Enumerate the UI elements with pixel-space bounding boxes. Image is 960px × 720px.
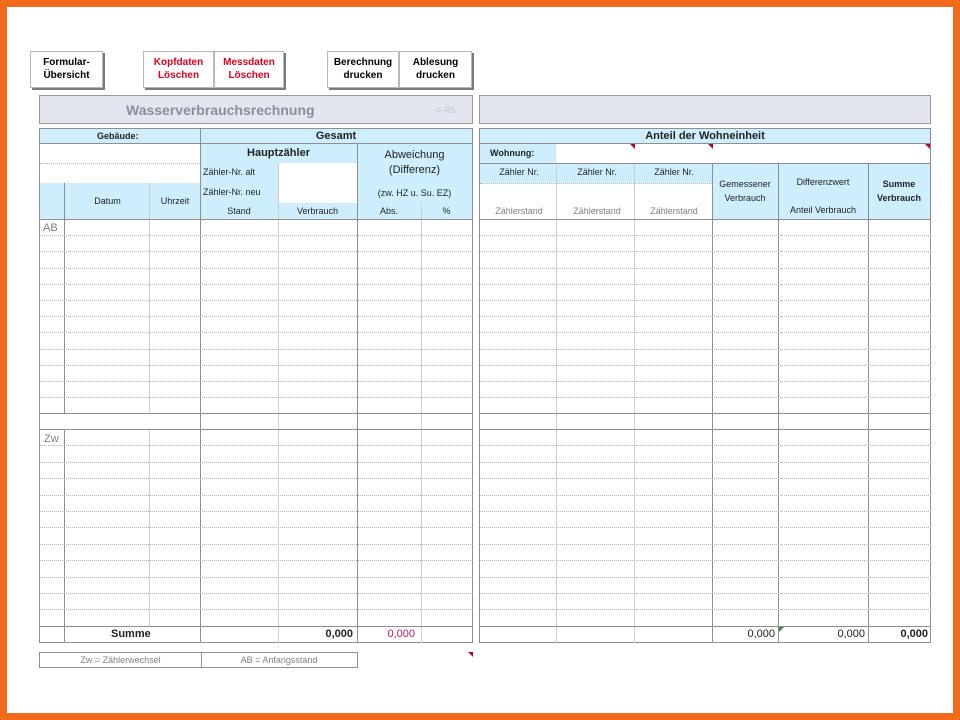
verbrauch-header [712,163,930,219]
abweichung-label: Abweichung [384,149,445,161]
row-separator [480,332,931,333]
row-separator [40,349,473,350]
row-separator [480,349,931,350]
row-separator [40,511,473,512]
zaehler-alt-input[interactable] [278,163,357,183]
row-separator [480,478,931,479]
comment-marker[interactable] [925,144,930,149]
formular-uebersicht-button[interactable] [30,51,103,88]
row-separator [480,462,931,463]
hauptzaehler-header [200,143,357,163]
button-label: drucken [343,70,383,81]
row-separator [40,544,473,545]
row-separator [40,462,473,463]
zw-hz-label: (zw. HZ u. Su. EZ) [377,188,452,198]
legend-zw: Zw = Zählerwechsel [80,655,161,665]
button-label: Ablesung [412,57,459,68]
comment-marker[interactable] [630,144,635,149]
anteil-label: Anteil der Wohneinheit [645,130,765,142]
row-separator [40,300,473,301]
zaehlerstand-label: Zählerstand [650,206,698,216]
spreadsheet [7,7,953,713]
sum-total-value: 0,000 [900,628,928,640]
row-separator [480,235,931,236]
row-separator [480,544,931,545]
comment-marker[interactable] [468,652,473,657]
note-marker[interactable] [779,627,784,632]
summe-verbrauch-header-label: Verbrauch [876,193,922,203]
gebaeude-label: Gebäude: [97,131,139,141]
zaehlerstand-label: Zählerstand [573,206,621,216]
row-separator [480,268,931,269]
row-separator [480,316,931,317]
row-separator [40,284,473,285]
row-separator [40,527,473,528]
ab-marker: AB [43,222,58,234]
button-label: Messdaten [223,57,275,68]
zaehlerstand-label: Zählerstand [495,206,543,216]
differenzwert-label: Differenzwert [796,177,850,187]
abweichung-header [357,143,472,219]
gemessener-verbrauch-label: Verbrauch [724,193,766,203]
button-label: Löschen [228,70,270,81]
row-separator [480,577,931,578]
comment-marker[interactable] [708,144,713,149]
abs-label: Abs. [379,206,398,216]
summe-abs-value: 0,000 [387,628,415,640]
kopfdaten-loeschen-button[interactable] [143,51,214,88]
row-separator [480,560,931,561]
row-separator [480,284,931,285]
button-label: Löschen [157,70,200,81]
row-separator [40,577,473,578]
uhrzeit-label: Uhrzeit [160,196,190,206]
anteil-verbrauch-label: Anteil Verbrauch [789,205,857,215]
wohnung-label: Wohnung: [490,148,535,158]
wohnung-input[interactable] [556,143,930,163]
row-separator [480,300,931,301]
row-separator [40,445,473,446]
ablesung-drucken-button[interactable] [399,51,472,88]
title-bar-left [39,95,473,124]
legend-ab: AB = Anfangsstand [240,655,318,665]
button-label: Kopfdaten [153,57,204,68]
gemessener-label: Gemessener [719,179,771,189]
zaehler-nr-label: Zähler Nr. [577,167,617,177]
row-separator [480,251,931,252]
page-title: Wasserverbrauchsrechnung [126,102,315,118]
summe-label: Summe [111,628,151,640]
row-separator [480,495,931,496]
verbrauch-label: Verbrauch [296,206,339,216]
hauptzaehler-label: Hauptzähler [247,147,310,159]
row-separator [40,268,473,269]
zaehler-nr-inputs[interactable] [480,183,712,203]
row-separator [40,381,473,382]
summe-verbrauch-header-label: Summe [882,179,916,189]
differenz-label: (Differenz) [388,164,441,176]
title-bar-right [479,95,931,124]
anteil-header [480,129,930,143]
row-separator [480,365,931,366]
sum-anteil-value: 0,000 [837,628,865,640]
row-separator [40,593,473,594]
zaehler-nr-label: Zähler Nr. [654,167,694,177]
row-separator [40,478,473,479]
button-label: Formular- [43,57,90,68]
row-separator [480,381,931,382]
datum-label: Datum [94,196,121,206]
row-separator [40,609,473,610]
row-separator [40,235,473,236]
gesamt-header [200,129,472,143]
row-separator [480,527,931,528]
gesamt-label: Gesamt [315,130,357,142]
row-separator [40,397,473,398]
row-separator [40,495,473,496]
row-separator [480,397,931,398]
gebaeude-header [40,129,200,143]
messdaten-loeschen-button[interactable] [214,51,284,88]
button-label: drucken [416,70,455,81]
zaehlerstand-header [480,203,712,219]
stand-label: Stand [227,206,251,216]
row-separator [40,560,473,561]
row-separator [480,593,931,594]
summe-verbrauch-value: 0,000 [325,628,353,640]
copyright-label: © RS [436,106,456,115]
legend [39,652,358,668]
zw-marker: Zw [44,433,59,445]
zaehler-neu-label: Zähler-Nr. neu [203,187,261,197]
zaehler-nr-header [480,163,712,183]
zaehler-label-col [200,163,278,203]
berechnung-drucken-button[interactable] [327,51,399,88]
row-separator [480,511,931,512]
sum-gemessen-value: 0,000 [747,628,775,640]
zaehler-neu-input[interactable] [278,183,357,203]
row-separator [40,332,473,333]
row-separator [480,609,931,610]
button-label: Berechnung [333,57,393,68]
zaehler-alt-label: Zähler-Nr. alt [203,167,256,177]
row-separator [40,365,473,366]
percent-label: % [442,206,451,216]
row-separator [480,445,931,446]
row-separator [40,251,473,252]
button-label: Übersicht [43,70,90,81]
wohnung-header [480,143,556,163]
row-separator [40,316,473,317]
zaehler-nr-label: Zähler Nr. [499,167,539,177]
